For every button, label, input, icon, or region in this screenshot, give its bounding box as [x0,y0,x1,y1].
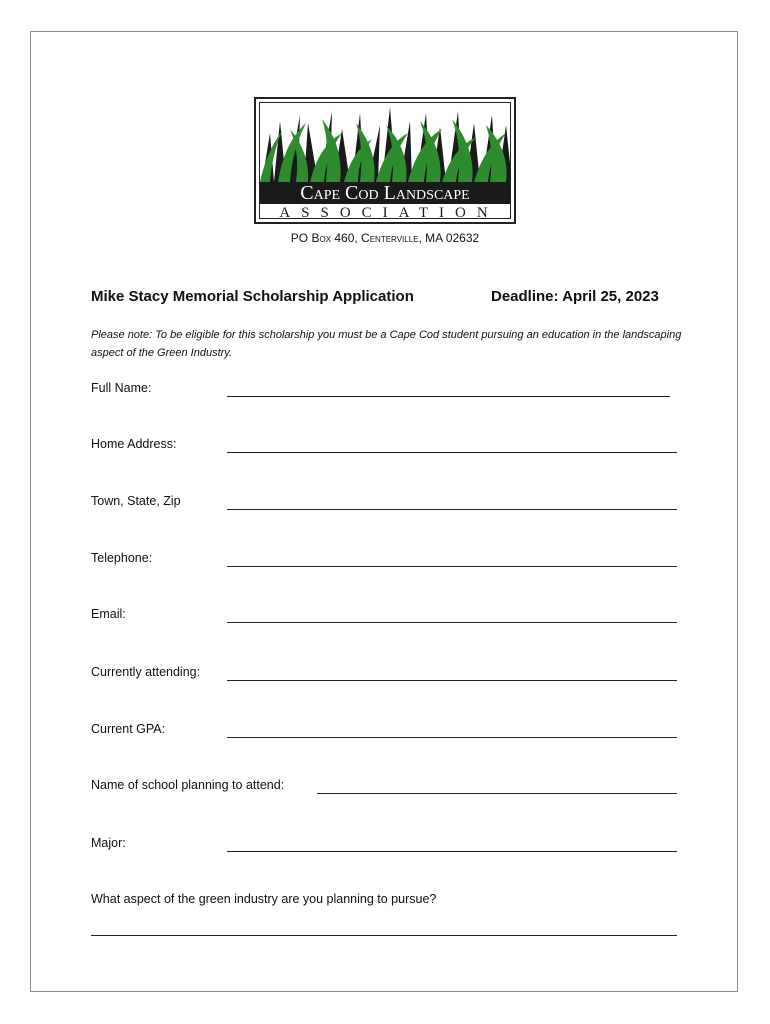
grass-icon [260,103,511,182]
mailing-address: PO Box 460, Centerville, MA 02632 [290,231,480,245]
telephone-label: Telephone: [91,551,153,565]
major-label: Major: [91,836,126,850]
form-deadline: Deadline: April 25, 2023 [491,288,659,305]
planned-school-label: Name of school planning to attend: [91,778,285,792]
form-title: Mike Stacy Memorial Scholarship Application [91,288,414,305]
town-state-zip-label: Town, State, Zip [91,494,181,508]
current-gpa-field[interactable] [227,737,677,738]
logo-name-line: Cape Cod Landscape [260,182,510,204]
full-name-label: Full Name: [91,381,152,395]
email-field[interactable] [227,622,677,623]
logo-sub-line: ASSOCIATION [279,205,499,219]
currently-attending-field[interactable] [227,680,677,681]
full-name-field[interactable] [227,396,670,397]
planned-school-field[interactable] [317,793,677,794]
email-label: Email: [91,607,126,621]
eligibility-note: Please note: To be eligible for this scholarship you must be a Cape Cod student pursuing an education in the landscaping aspect of the Green Industry. [91,329,682,359]
telephone-field[interactable] [227,566,677,567]
green-industry-question: What aspect of the green industry are you planning to pursue? [91,892,437,906]
association-logo [254,97,516,224]
home-address-field[interactable] [227,452,677,453]
town-state-zip-field[interactable] [227,509,677,510]
currently-attending-label: Currently attending: [91,665,201,679]
major-field[interactable] [227,851,677,852]
current-gpa-label: Current GPA: [91,722,166,736]
home-address-label: Home Address: [91,437,177,451]
green-industry-answer-field[interactable] [91,935,677,936]
